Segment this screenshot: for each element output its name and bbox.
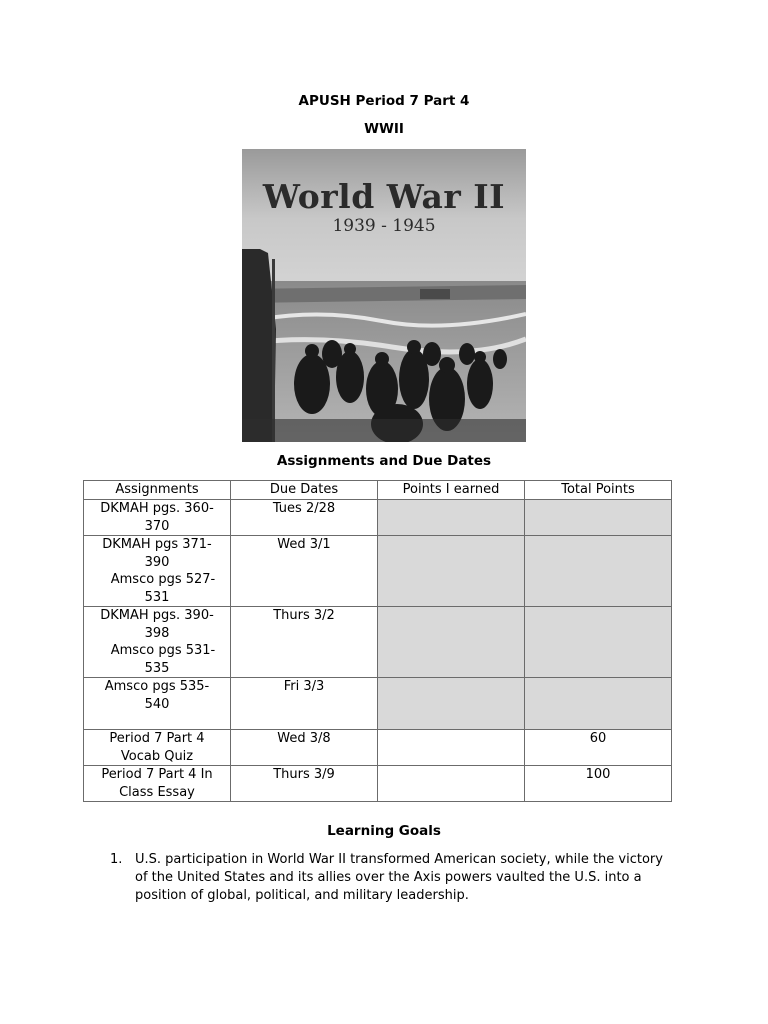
due-date-cell: Fri 3/3: [231, 678, 378, 730]
due-date-cell: Tues 2/28: [231, 500, 378, 536]
total-points-cell: 60: [525, 730, 672, 766]
table-row: [84, 766, 672, 802]
assignment-cell: DKMAH pgs. 390- 398 Amsco pgs 531- 535: [84, 607, 231, 678]
table-heading: Assignments and Due Dates: [276, 453, 492, 469]
total-points-cell: [525, 607, 672, 678]
column-header: Points I earned: [378, 481, 525, 500]
column-header: Total Points: [525, 481, 672, 500]
goal-number: 1.: [110, 852, 123, 867]
table-row: [84, 678, 672, 730]
due-date-cell: Wed 3/8: [231, 730, 378, 766]
assignment-cell: Amsco pgs 535- 540: [84, 678, 231, 730]
assignment-cell: DKMAH pgs 371- 390 Amsco pgs 527- 531: [84, 536, 231, 607]
table-row: [84, 607, 672, 678]
goal-text: U.S. participation in World War II transformed American society, while the victory of the United States and its allies over the Axis powers vaulted the U.S. into a position of global, political, and military leadership.: [135, 852, 663, 903]
points-earned-cell: [378, 766, 525, 802]
due-date-cell: Thurs 3/9: [231, 766, 378, 802]
column-header: Due Dates: [231, 481, 378, 500]
ww2-photo: [242, 149, 526, 442]
table-header-row: [84, 481, 672, 500]
column-header: Assignments: [84, 481, 231, 500]
total-points-cell: [525, 500, 672, 536]
points-earned-cell: [378, 536, 525, 607]
due-date-cell: Wed 3/1: [231, 536, 378, 607]
points-earned-cell: [378, 730, 525, 766]
assignment-cell: Period 7 Part 4 Vocab Quiz: [84, 730, 231, 766]
total-points-cell: 100: [525, 766, 672, 802]
document-title: APUSH Period 7 Part 4: [298, 93, 470, 109]
points-earned-cell: [378, 607, 525, 678]
document-subtitle: WWII: [364, 121, 404, 137]
assignment-cell: DKMAH pgs. 360- 370: [84, 500, 231, 536]
table-row: [84, 730, 672, 766]
due-date-cell: Thurs 3/2: [231, 607, 378, 678]
table-row: [84, 536, 672, 607]
photo-years: 1939 - 1945: [332, 216, 436, 236]
assignment-cell: Period 7 Part 4 In Class Essay: [84, 766, 231, 802]
learning-goals-heading: Learning Goals: [327, 823, 441, 839]
points-earned-cell: [378, 500, 525, 536]
assignments-table: [83, 480, 672, 802]
total-points-cell: [525, 536, 672, 607]
points-earned-cell: [378, 678, 525, 730]
photo-title: World War II: [262, 177, 506, 216]
table-row: [84, 500, 672, 536]
total-points-cell: [525, 678, 672, 730]
learning-goal-item: [110, 851, 670, 905]
